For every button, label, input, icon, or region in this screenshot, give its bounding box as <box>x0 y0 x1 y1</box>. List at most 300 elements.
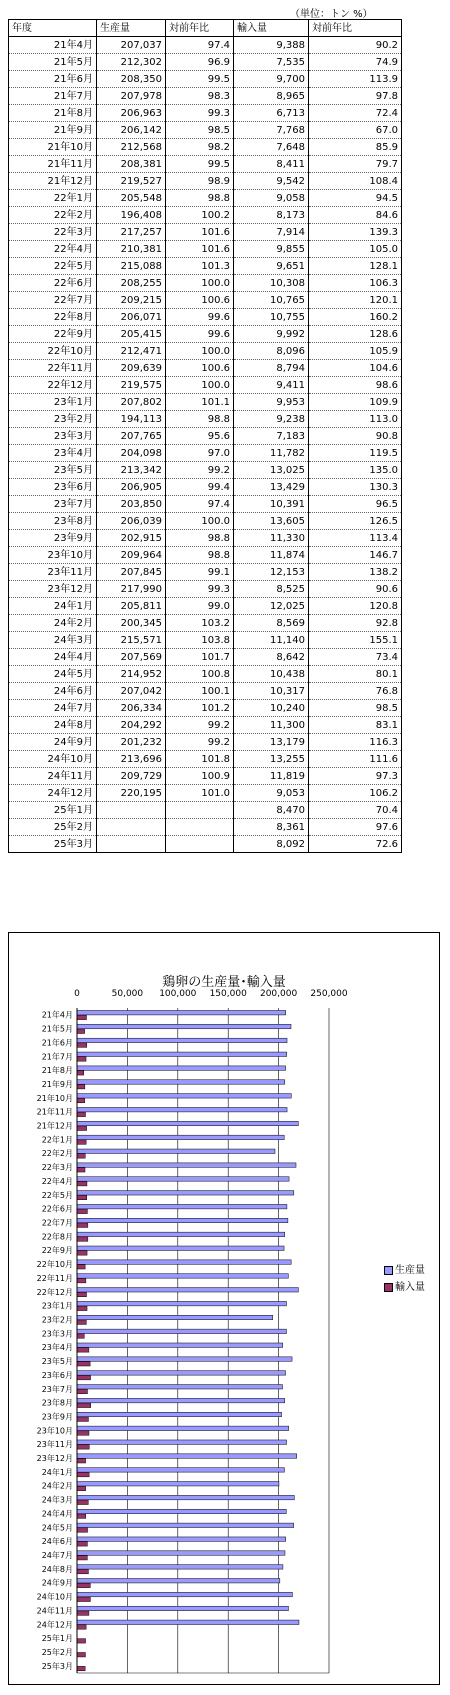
bar-import <box>77 1625 86 1629</box>
bar-production <box>77 1592 292 1596</box>
bar-production <box>77 1606 288 1610</box>
bar-import <box>77 1556 87 1560</box>
bar-import <box>77 1417 88 1421</box>
cell-import-yoy: 96.5 <box>309 496 402 513</box>
cell-month: 24年6月 <box>9 683 97 700</box>
bar-production <box>77 1620 299 1624</box>
cell-import-yoy: 111.6 <box>309 751 402 768</box>
cell-production: 207,978 <box>97 88 166 105</box>
bar-import <box>77 1223 88 1227</box>
bar-production <box>77 1274 288 1278</box>
cell-import: 7,648 <box>234 139 309 156</box>
cell-import-yoy: 106.2 <box>309 785 402 802</box>
cell-import: 13,605 <box>234 513 309 530</box>
bar-production <box>77 1094 291 1098</box>
table-row <box>9 54 402 71</box>
cell-import-yoy: 90.2 <box>309 37 402 54</box>
bar-production <box>77 1163 296 1167</box>
cell-month: 24年12月 <box>9 785 97 802</box>
cell-import-yoy: 98.6 <box>309 377 402 394</box>
legend-label-import: 輸入量 <box>395 1282 425 1293</box>
cell-production: 208,381 <box>97 156 166 173</box>
table-row <box>9 360 402 377</box>
table-row <box>9 513 402 530</box>
table-row <box>9 258 402 275</box>
bar-production <box>77 1232 285 1236</box>
cell-production <box>97 802 166 819</box>
cell-month: 24年5月 <box>9 666 97 683</box>
category-label: 24年7月 <box>41 1551 73 1561</box>
legend-item-import <box>384 1279 425 1296</box>
bar-production <box>77 1315 273 1319</box>
bar-production <box>77 1426 289 1430</box>
cell-production: 219,527 <box>97 173 166 190</box>
cell-import: 9,855 <box>234 241 309 258</box>
cell-production-yoy <box>166 836 234 853</box>
cell-month: 21年6月 <box>9 71 97 88</box>
cell-month: 22年6月 <box>9 275 97 292</box>
cell-import: 8,642 <box>234 649 309 666</box>
cell-production: 203,850 <box>97 496 166 513</box>
cell-import-yoy: 83.1 <box>309 717 402 734</box>
category-label: 23年1月 <box>41 1301 73 1311</box>
bar-import <box>77 1472 89 1476</box>
category-label: 24年3月 <box>41 1495 73 1505</box>
cell-import-yoy: 113.0 <box>309 411 402 428</box>
bar-production <box>77 1301 286 1305</box>
chart-title: 鶏卵の生産量･輸入量 <box>162 975 286 990</box>
bar-import <box>77 1652 85 1656</box>
header-year: 年度 <box>9 20 97 37</box>
cell-import: 7,768 <box>234 122 309 139</box>
cell-production: 208,255 <box>97 275 166 292</box>
cell-production: 207,042 <box>97 683 166 700</box>
cell-month: 21年10月 <box>9 139 97 156</box>
category-label: 24年12月 <box>36 1620 73 1630</box>
bar-import <box>77 1569 88 1573</box>
table-row <box>9 428 402 445</box>
cell-month: 21年5月 <box>9 54 97 71</box>
cell-import-yoy: 135.0 <box>309 462 402 479</box>
bar-production <box>77 1329 286 1333</box>
cell-month: 22年9月 <box>9 326 97 343</box>
cell-import-yoy: 94.5 <box>309 190 402 207</box>
table-row <box>9 700 402 717</box>
cell-import-yoy: 80.1 <box>309 666 402 683</box>
bar-import <box>77 1500 88 1504</box>
cell-import: 8,092 <box>234 836 309 853</box>
bar-production <box>77 1024 291 1028</box>
cell-production-yoy: 100.2 <box>166 207 234 224</box>
cell-import-yoy: 70.4 <box>309 802 402 819</box>
cell-import: 10,317 <box>234 683 309 700</box>
cell-import: 9,411 <box>234 377 309 394</box>
cell-import-yoy: 74.9 <box>309 54 402 71</box>
table-row <box>9 139 402 156</box>
chart-box <box>8 932 440 1685</box>
bar-import <box>77 1140 86 1144</box>
category-label: 21年5月 <box>41 1024 73 1034</box>
cell-production: 207,037 <box>97 37 166 54</box>
bar-production <box>77 1260 291 1264</box>
category-label: 22年5月 <box>41 1190 73 1200</box>
category-label: 23年8月 <box>41 1398 73 1408</box>
bar-production <box>77 1288 298 1292</box>
bar-production <box>77 1149 275 1153</box>
cell-import: 11,874 <box>234 547 309 564</box>
x-tick-label: 50,000 <box>111 989 144 999</box>
bar-chart <box>9 933 439 1684</box>
chart-legend <box>384 1262 425 1296</box>
table-row <box>9 343 402 360</box>
cell-month: 21年7月 <box>9 88 97 105</box>
cell-month: 23年5月 <box>9 462 97 479</box>
bar-import <box>77 1320 86 1324</box>
x-tick-label: 200,000 <box>259 989 298 999</box>
cell-import: 13,429 <box>234 479 309 496</box>
x-tick-label: 250,000 <box>310 989 348 999</box>
header-production-yoy: 対前年比 <box>166 20 234 37</box>
category-label: 25年2月 <box>41 1647 73 1657</box>
cell-production: 207,569 <box>97 649 166 666</box>
table-row <box>9 581 402 598</box>
cell-month: 25年2月 <box>9 819 97 836</box>
bar-production <box>77 1135 284 1139</box>
bar-import <box>77 1057 86 1061</box>
cell-month: 23年11月 <box>9 564 97 581</box>
cell-import-yoy: 119.5 <box>309 445 402 462</box>
cell-import-yoy: 128.6 <box>309 326 402 343</box>
table-row <box>9 530 402 547</box>
bar-production <box>77 1080 285 1084</box>
category-label: 22年10月 <box>36 1260 73 1270</box>
cell-month: 22年12月 <box>9 377 97 394</box>
cell-production-yoy: 99.2 <box>166 462 234 479</box>
bar-import <box>77 1181 87 1185</box>
bar-import <box>77 1597 90 1601</box>
cell-import: 9,238 <box>234 411 309 428</box>
cell-production: 207,845 <box>97 564 166 581</box>
cell-production: 206,039 <box>97 513 166 530</box>
table-row <box>9 683 402 700</box>
category-label: 22年4月 <box>41 1176 73 1186</box>
table-row <box>9 207 402 224</box>
x-tick-label: 100,000 <box>159 989 197 999</box>
cell-import: 9,388 <box>234 37 309 54</box>
category-label: 23年7月 <box>41 1384 73 1394</box>
cell-production-yoy: 98.8 <box>166 190 234 207</box>
cell-month: 23年1月 <box>9 394 97 411</box>
cell-production: 200,345 <box>97 615 166 632</box>
cell-production: 205,811 <box>97 598 166 615</box>
table-row <box>9 275 402 292</box>
cell-production: 204,098 <box>97 445 166 462</box>
category-label: 24年2月 <box>41 1481 73 1491</box>
bar-import <box>77 1639 86 1643</box>
table-row <box>9 649 402 666</box>
bar-import <box>77 1583 90 1587</box>
cell-production-yoy: 101.1 <box>166 394 234 411</box>
bar-production <box>77 1107 287 1111</box>
cell-import-yoy: 116.3 <box>309 734 402 751</box>
bar-production <box>77 1440 287 1444</box>
cell-import-yoy: 120.1 <box>309 292 402 309</box>
cell-production-yoy: 99.3 <box>166 105 234 122</box>
cell-production-yoy: 99.3 <box>166 581 234 598</box>
cell-production-yoy: 101.3 <box>166 258 234 275</box>
cell-import: 8,361 <box>234 819 309 836</box>
cell-import: 10,765 <box>234 292 309 309</box>
cell-production-yoy: 100.1 <box>166 683 234 700</box>
bar-production <box>77 1482 279 1486</box>
cell-import: 11,819 <box>234 768 309 785</box>
bar-production <box>77 1454 297 1458</box>
cell-production: 215,571 <box>97 632 166 649</box>
x-tick-label: 150,000 <box>209 989 247 999</box>
cell-production-yoy: 98.9 <box>166 173 234 190</box>
cell-month: 23年2月 <box>9 411 97 428</box>
cell-production: 213,342 <box>97 462 166 479</box>
table-row <box>9 785 402 802</box>
bar-production <box>77 1509 286 1513</box>
cell-production-yoy: 99.1 <box>166 564 234 581</box>
cell-import-yoy: 76.8 <box>309 683 402 700</box>
category-label: 23年5月 <box>41 1357 73 1367</box>
bar-production <box>77 1052 287 1056</box>
cell-month: 24年10月 <box>9 751 97 768</box>
bar-production <box>77 1066 286 1070</box>
bar-import <box>77 1237 88 1241</box>
table-row <box>9 377 402 394</box>
cell-production <box>97 819 166 836</box>
cell-month: 22年1月 <box>9 190 97 207</box>
cell-production-yoy: 103.2 <box>166 615 234 632</box>
bar-production <box>77 1177 289 1181</box>
cell-import: 6,713 <box>234 105 309 122</box>
cell-import: 10,755 <box>234 309 309 326</box>
cell-production-yoy: 99.6 <box>166 309 234 326</box>
bar-import <box>77 1403 91 1407</box>
bar-production <box>77 1121 298 1125</box>
cell-production-yoy <box>166 802 234 819</box>
unit-label: （単位：トン %） <box>290 9 373 20</box>
cell-import-yoy: 109.9 <box>309 394 402 411</box>
cell-import-yoy: 128.1 <box>309 258 402 275</box>
cell-production-yoy: 101.6 <box>166 224 234 241</box>
cell-production-yoy: 101.8 <box>166 751 234 768</box>
cell-import-yoy: 73.4 <box>309 649 402 666</box>
table-row <box>9 224 402 241</box>
cell-production-yoy: 100.9 <box>166 768 234 785</box>
bar-import <box>77 1528 88 1532</box>
cell-month: 24年8月 <box>9 717 97 734</box>
cell-month: 21年8月 <box>9 105 97 122</box>
cell-import: 9,700 <box>234 71 309 88</box>
category-label: 22年12月 <box>36 1287 73 1297</box>
cell-production: 205,548 <box>97 190 166 207</box>
table-row <box>9 156 402 173</box>
bar-production <box>77 1523 294 1527</box>
bar-production <box>77 1537 286 1541</box>
table-row <box>9 547 402 564</box>
cell-production-yoy: 100.0 <box>166 513 234 530</box>
cell-production-yoy: 100.0 <box>166 275 234 292</box>
cell-import: 9,992 <box>234 326 309 343</box>
bar-import <box>77 1306 87 1310</box>
cell-month: 22年8月 <box>9 309 97 326</box>
category-label: 21年12月 <box>36 1121 73 1131</box>
cell-production: 206,963 <box>97 105 166 122</box>
table-row <box>9 445 402 462</box>
cell-production-yoy: 100.0 <box>166 343 234 360</box>
cell-import: 8,096 <box>234 343 309 360</box>
cell-month: 25年1月 <box>9 802 97 819</box>
cell-import-yoy: 146.7 <box>309 547 402 564</box>
cell-import: 9,053 <box>234 785 309 802</box>
cell-production: 206,071 <box>97 309 166 326</box>
cell-production-yoy: 99.0 <box>166 598 234 615</box>
category-label: 25年3月 <box>41 1661 73 1671</box>
cell-import-yoy: 113.9 <box>309 71 402 88</box>
category-label: 23年3月 <box>41 1329 73 1339</box>
cell-import-yoy: 84.6 <box>309 207 402 224</box>
cell-production-yoy: 98.8 <box>166 547 234 564</box>
cell-month: 22年11月 <box>9 360 97 377</box>
table-row <box>9 241 402 258</box>
cell-month: 25年3月 <box>9 836 97 853</box>
cell-production: 202,915 <box>97 530 166 547</box>
cell-import-yoy: 139.3 <box>309 224 402 241</box>
cell-production: 209,729 <box>97 768 166 785</box>
cell-production: 217,990 <box>97 581 166 598</box>
cell-import: 8,411 <box>234 156 309 173</box>
cell-import: 8,794 <box>234 360 309 377</box>
cell-import: 13,179 <box>234 734 309 751</box>
bar-production <box>77 1204 287 1208</box>
category-label: 24年4月 <box>41 1509 73 1519</box>
bar-import <box>77 1195 87 1199</box>
cell-import-yoy: 106.3 <box>309 275 402 292</box>
cell-month: 24年4月 <box>9 649 97 666</box>
header-import: 輸入量 <box>234 20 309 37</box>
cell-import-yoy: 97.3 <box>309 768 402 785</box>
cell-production: 196,408 <box>97 207 166 224</box>
category-label: 22年11月 <box>36 1273 73 1283</box>
table-row <box>9 598 402 615</box>
cell-month: 21年11月 <box>9 156 97 173</box>
table-row <box>9 836 402 853</box>
x-tick-label: 0 <box>74 989 80 999</box>
cell-import: 7,914 <box>234 224 309 241</box>
cell-production: 208,350 <box>97 71 166 88</box>
cell-import-yoy: 79.7 <box>309 156 402 173</box>
cell-production-yoy: 98.2 <box>166 139 234 156</box>
cell-import: 13,255 <box>234 751 309 768</box>
legend-item-production <box>384 1262 425 1279</box>
cell-production: 204,292 <box>97 717 166 734</box>
cell-production-yoy: 95.6 <box>166 428 234 445</box>
bar-import <box>77 1348 89 1352</box>
bar-production <box>77 1343 283 1347</box>
bar-import <box>77 1029 85 1033</box>
cell-import-yoy: 126.5 <box>309 513 402 530</box>
cell-production: 206,142 <box>97 122 166 139</box>
header-production: 生産量 <box>97 20 166 37</box>
table-row <box>9 615 402 632</box>
cell-import-yoy: 105.9 <box>309 343 402 360</box>
bar-import <box>77 1292 86 1296</box>
cell-production-yoy: 97.4 <box>166 37 234 54</box>
category-label: 24年8月 <box>41 1564 73 1574</box>
cell-production-yoy: 101.2 <box>166 700 234 717</box>
bar-import <box>77 1154 85 1158</box>
cell-month: 24年11月 <box>9 768 97 785</box>
category-label: 22年1月 <box>41 1135 73 1145</box>
bar-import <box>77 1278 86 1282</box>
cell-import-yoy: 138.2 <box>309 564 402 581</box>
table-row <box>9 717 402 734</box>
bar-import <box>77 1486 86 1490</box>
cell-import: 10,240 <box>234 700 309 717</box>
cell-import: 7,183 <box>234 428 309 445</box>
cell-import: 12,025 <box>234 598 309 615</box>
cell-production: 210,381 <box>97 241 166 258</box>
cell-production-yoy: 99.4 <box>166 479 234 496</box>
cell-production: 209,215 <box>97 292 166 309</box>
bar-import <box>77 1168 85 1172</box>
category-label: 21年8月 <box>41 1066 73 1076</box>
data-table <box>8 19 402 853</box>
cell-production-yoy: 97.0 <box>166 445 234 462</box>
bar-production <box>77 1468 284 1472</box>
cell-import: 9,953 <box>234 394 309 411</box>
cell-import: 8,525 <box>234 581 309 598</box>
category-label: 23年12月 <box>36 1454 73 1464</box>
cell-production: 207,802 <box>97 394 166 411</box>
table-row <box>9 734 402 751</box>
table-row <box>9 496 402 513</box>
cell-production-yoy: 99.2 <box>166 717 234 734</box>
table-row <box>9 751 402 768</box>
category-label: 21年9月 <box>41 1079 73 1089</box>
legend-swatch-import <box>384 1283 393 1292</box>
cell-production: 209,964 <box>97 547 166 564</box>
cell-month: 24年1月 <box>9 598 97 615</box>
category-label: 22年9月 <box>41 1246 73 1256</box>
category-label: 23年4月 <box>41 1343 73 1353</box>
cell-import: 9,542 <box>234 173 309 190</box>
cell-import: 10,308 <box>234 275 309 292</box>
bar-import <box>77 1251 87 1255</box>
cell-month: 23年4月 <box>9 445 97 462</box>
category-label: 22年6月 <box>41 1204 73 1214</box>
cell-production: 207,765 <box>97 428 166 445</box>
cell-import-yoy: 108.4 <box>309 173 402 190</box>
cell-production-yoy: 99.5 <box>166 156 234 173</box>
bar-import <box>77 1112 85 1116</box>
cell-import: 9,058 <box>234 190 309 207</box>
cell-import-yoy: 92.8 <box>309 615 402 632</box>
category-label: 21年6月 <box>41 1038 73 1048</box>
cell-month: 24年3月 <box>9 632 97 649</box>
cell-import-yoy: 90.8 <box>309 428 402 445</box>
cell-import-yoy: 72.4 <box>309 105 402 122</box>
bar-import <box>77 1666 85 1670</box>
category-label: 23年10月 <box>36 1426 73 1436</box>
bar-production <box>77 1218 288 1222</box>
cell-import: 11,782 <box>234 445 309 462</box>
cell-production-yoy: 98.8 <box>166 411 234 428</box>
